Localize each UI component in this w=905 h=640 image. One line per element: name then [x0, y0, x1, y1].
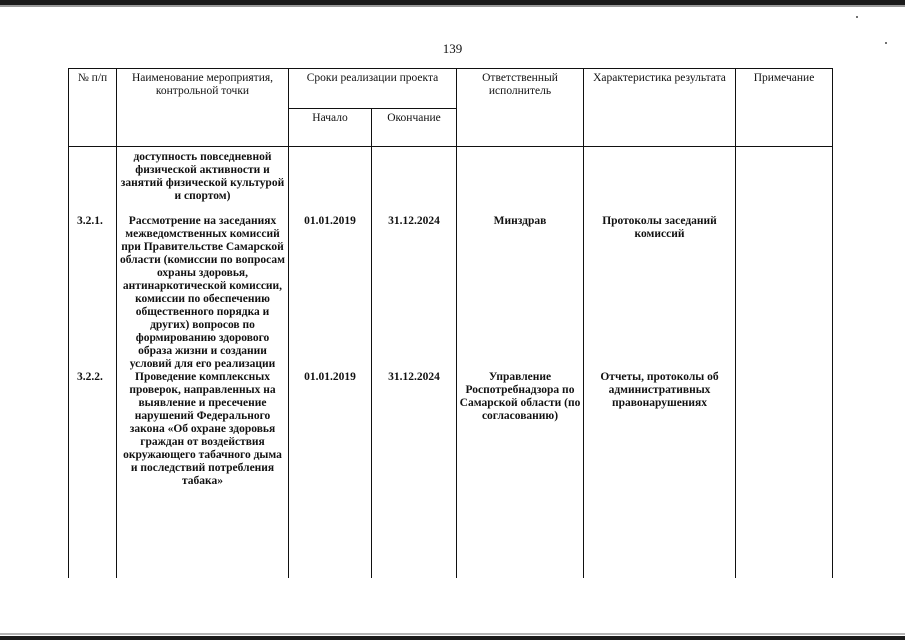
table-row [69, 371, 833, 492]
cell-end [372, 147, 457, 212]
cell-name: доступность повседневной физической активности и занятий физической культурой и спортом) [117, 147, 289, 212]
cell-empty [372, 492, 457, 578]
cell-empty [584, 492, 736, 578]
table-row-empty [69, 492, 833, 578]
cell-start: 01.01.2019 [289, 371, 372, 492]
table-row-continuation [69, 147, 833, 212]
cell-note [736, 147, 833, 212]
header-start: Начало [289, 109, 372, 147]
header-period: Сроки реализации проекта [289, 69, 457, 109]
header-note: Примечание [736, 69, 833, 147]
scan-bottom-shadow [0, 633, 905, 635]
cell-name: Проведение комплексных проверок, направленных на выявление и пресечение нарушений Федерального закона «Об охране здоровья граждан от воздействия окружающего табачного дыма и последствий потребления табака» [117, 371, 289, 492]
cell-end: 31.12.2024 [372, 371, 457, 492]
plan-table [68, 68, 833, 578]
cell-name: Рассмотрение на заседаниях межведомственных комиссий при Правительстве Самарской области (комиссии по вопросам охраны здоровья, антинаркотической комиссии, комиссии по обеспечению общественного порядка и других) вопросов по формированию здорового образа жизни и создании условий для его реализации [117, 211, 289, 371]
cell-note [736, 371, 833, 492]
cell-num: 3.2.2. [69, 371, 117, 492]
scan-speck [856, 16, 858, 18]
cell-responsible: Управление Роспотребнадзора по Самарской области (по согласованию) [457, 371, 584, 492]
header-name: Наименование мероприятия, контрольной точки [117, 69, 289, 147]
header-result: Характеристика результата [584, 69, 736, 147]
table-row [69, 211, 833, 371]
cell-empty [69, 492, 117, 578]
cell-num: 3.2.1. [69, 211, 117, 371]
cell-result: Протоколы заседаний комиссий [584, 211, 736, 371]
cell-responsible: Минздрав [457, 211, 584, 371]
cell-responsible [457, 147, 584, 212]
header-row [69, 69, 833, 109]
cell-start [289, 147, 372, 212]
cell-empty [289, 492, 372, 578]
header-end: Окончание [372, 109, 457, 147]
scan-top-shadow [0, 5, 905, 7]
cell-empty [736, 492, 833, 578]
scan-bottom-edge [0, 636, 905, 640]
cell-note [736, 211, 833, 371]
cell-empty [457, 492, 584, 578]
page-number: 139 [442, 41, 463, 56]
header-num: № п/п [69, 69, 117, 147]
cell-end: 31.12.2024 [372, 211, 457, 371]
cell-result [584, 147, 736, 212]
cell-result: Отчеты, протоколы об административных правонарушениях [584, 371, 736, 492]
cell-empty [117, 492, 289, 578]
header-responsible: Ответственный исполнитель [457, 69, 584, 147]
cell-start: 01.01.2019 [289, 211, 372, 371]
cell-num [69, 147, 117, 212]
